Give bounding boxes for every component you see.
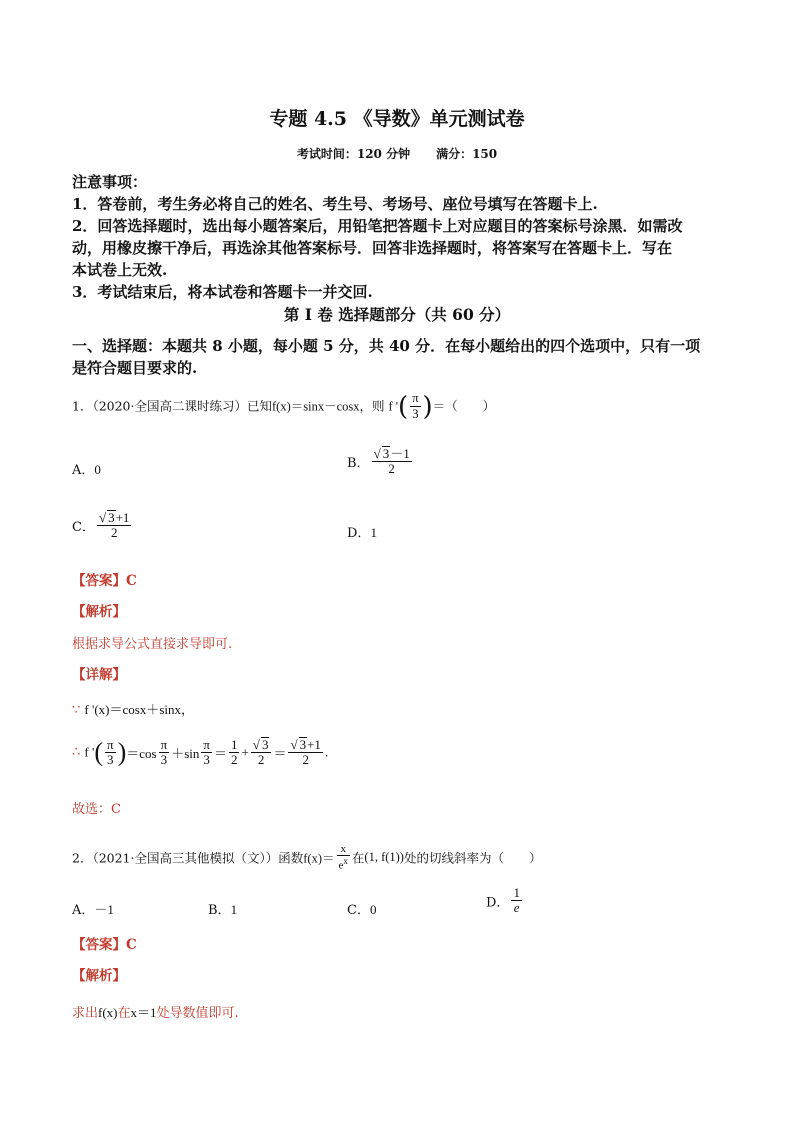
q1-choice: 故选：C	[72, 802, 121, 817]
exam-time: 考试时间：120 分钟	[296, 147, 411, 161]
q2-option-a: A．－1	[72, 902, 114, 918]
exam-info	[0, 145, 794, 162]
q1-analysis-tag: 【解析】	[72, 604, 126, 620]
q1-option-c: C． $\frac{√ 3+1}{2}$	[72, 510, 130, 541]
part-heading: 第 I 卷 选择题部分（共 60 分）	[283, 305, 511, 324]
section-instructions-line-1: 一、选择题：本题共 8 小题，每小题 5 分，共 40 分．在每小题给出的四个选项中，只有一项	[72, 337, 701, 355]
q1-analysis-text: 根据求导公式直接求导即可.	[72, 637, 233, 652]
notes-item-2-line-1: 2．回答选择题时，选出每小题答案后，用铅笔把答题卡上对应题目的答案标号涂黑．如需改	[72, 217, 683, 235]
notes-item-2-line-2: 动，用橡皮擦干净后，再选涂其他答案标号．回答非选择题时，将答案写在答题卡上．写在	[72, 239, 673, 257]
notes-item-1: 1．答卷前，考生务必将自己的姓名、考生号、考场号、座位号填写在答题卡上.	[72, 195, 598, 213]
q2-analysis-text: 求出f(x)在x＝1处导数值即可.	[72, 1005, 239, 1021]
q1-solution-step-2: ∴ f '( $\frac{\pi}{3}$ )＝cos $\frac{\pi}{3}$ ＋sin $\frac{\pi}{3}$ ＝ $\frac{1}{2}$ + $\frac{√ 3}{2}$ ＝ $\frac{√ 3+1}{2}$ .	[72, 736, 329, 768]
q1-argument-fraction: $\frac{\pi}{3}$	[412, 391, 419, 422]
full-score: 满分：150	[436, 147, 498, 161]
question-2-stem: 2．（2021·全国高三其他模拟（文））函数f(x)＝ $\frac{x}{e^x}$ 在(1, f(1))处的切线斜率为（ ）	[72, 843, 542, 872]
q1-solution-step-1: ∵ f '(x)＝cosx＋sinx，	[72, 702, 195, 718]
q2-analysis-tag: 【解析】	[72, 968, 126, 984]
q2-option-b: B．1	[208, 902, 238, 918]
q1-option-a: A．0	[72, 462, 101, 478]
section-instructions-line-2: 是符合题目要求的.	[72, 359, 198, 377]
q1-answer: 【答案】C	[72, 573, 137, 589]
q2-option-d: D． $\frac{1}{e}$	[486, 885, 520, 916]
q1-detail-tag: 【详解】	[72, 667, 126, 683]
q2-option-c: C．0	[347, 902, 377, 918]
page-title: 专题 4.5 《导数》单元测试卷	[269, 108, 525, 130]
q1-option-b: B． $\frac{√ 3-1}{2}$	[347, 446, 410, 477]
q1-option-d: D．1	[347, 525, 377, 541]
notes-heading: 注意事项：	[72, 173, 148, 191]
q2-answer: 【答案】C	[72, 937, 137, 953]
notes-item-2-line-3: 本试卷上无效.	[72, 261, 168, 279]
notes-item-3: 3．考试结束后，将本试卷和答题卡一并交回.	[72, 283, 373, 301]
question-1-stem: 1．（2020·全国高二课时练习）已知f(x)＝sinx－cosx，则 f '( $\frac{\pi}{3}$ )＝（ ）	[72, 391, 496, 422]
